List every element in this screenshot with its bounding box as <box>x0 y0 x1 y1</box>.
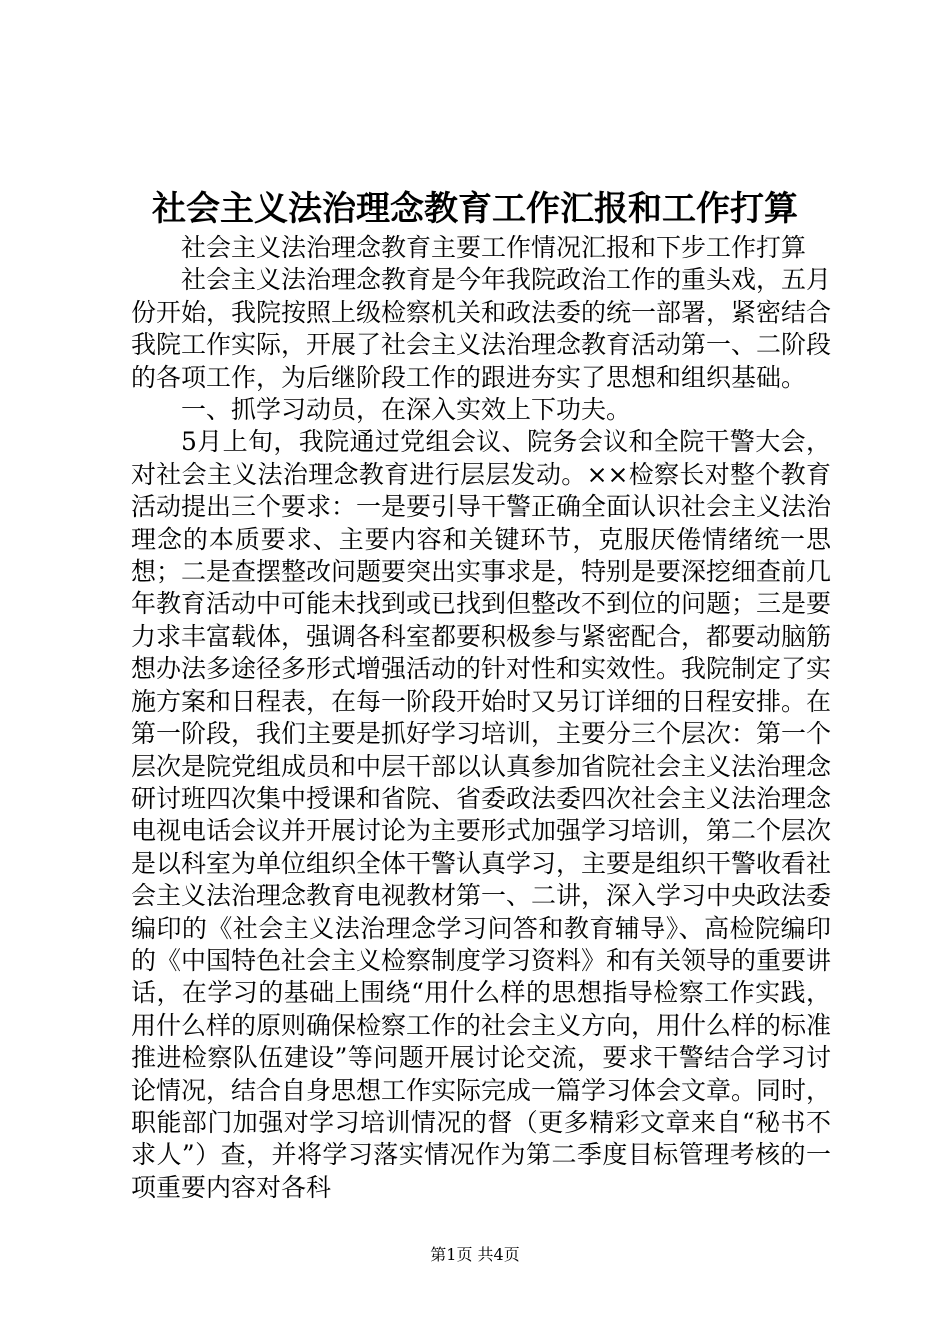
document-body <box>131 232 831 1204</box>
body-paragraph: 社会主义法治理念教育是今年我院政治工作的重头戏，五月份开始，我院按照上级检察机关和政法委的统一部署，紧密结合我院工作实际，开展了社会主义法治理念教育活动第一、二阶段的各项工作，为后继阶段工作的跟进夯实了思想和组织基础。 <box>131 265 832 392</box>
body-paragraph: 5月上旬，我院通过党组会议、院务会议和全院干警大会，对社会主义法治理念教育进行层层发动。××检察长对整个教育活动提出三个要求：一是要引导干警正确全面认识社会主义法治理念的本质要求、主要内容和关键环节，克服厌倦情绪统一思想；二是查摆整改问题要突出实事求是，特别是要深挖细查前几年教育活动中可能未找到或已找到但整改不到位的问题；三是要力求丰富载体，强调各科室都要积极参与紧密配合，都要动脑筋想办法多途径多形式增强活动的针对性和实效性。我院制定了实施方案和日程表，在每一阶段开始时又另订详细的日程安排。在第一阶段，我们主要是抓好学习培训，主要分三个层次：第一个层次是院党组成员和中层干部以认真参加省院社会主义法治理念研讨班四次集中授课和省院、省委政法委四次社会主义法治理念电视电话会议并开展讨论为主要形式加强学习培训，第二个层次是以科室为单位组织全体干警认真学习，主要是组织干警收看社会主义法治理念教育电视教材第一、二讲，深入学习中央政法委编印的《社会主义法治理念学习问答和教育辅导》、高检院编印的《中国特色社会主义检察制度学习资料》和有关领导的重要讲话，在学习的基础上围绕“用什么样的思想指导检察工作实践，用什么样的原则确保检察工作的社会主义方向，用什么样的标准推进检察队伍建设”等问题开展讨论交流，要求干警结合学习讨论情况，结合自身思想工作实际完成一篇学习体会文章。同时，职能部门加强对学习培训情况的督（更多精彩文章来自“秘书不求人”）查，并将学习落实情况作为第二季度目标管理考核的一项重要内容对各科 <box>131 427 832 1202</box>
document-title: 社会主义法治理念教育工作汇报和工作打算 <box>152 189 798 229</box>
page-footer: 第1页 共4页 <box>430 1245 520 1264</box>
section-heading: 一、抓学习动员，在深入实效上下功夫。 <box>181 395 632 425</box>
subtitle-paragraph: 社会主义法治理念教育主要工作情况汇报和下步工作打算 <box>181 233 807 262</box>
